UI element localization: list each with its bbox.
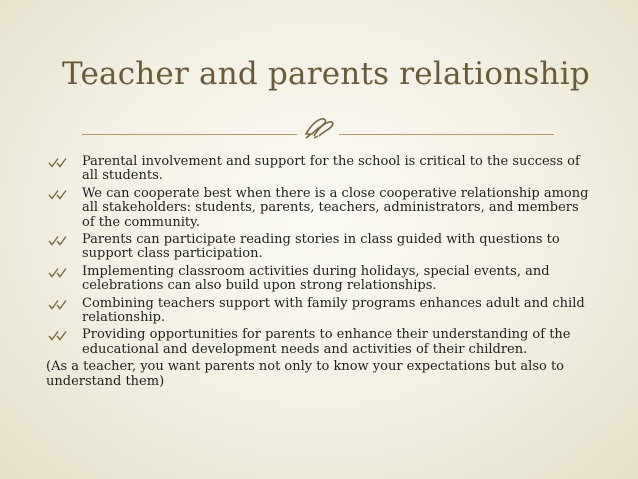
bullet-item bbox=[46, 328, 594, 357]
closing-note: (As a teacher, you want parents not only to know your expectations but also to understand them) bbox=[46, 359, 564, 389]
bullet-text: Parents can participate reading stories in class guided with questions to support class participation. bbox=[82, 232, 560, 262]
divider-line-right bbox=[339, 134, 554, 135]
bullet-item bbox=[46, 187, 594, 230]
double-check-bullet-icon bbox=[48, 267, 72, 278]
divider-line-left bbox=[82, 134, 297, 135]
bullet-text: We can cooperate best when there is a close cooperative relationship among all stakeholders: students, parents, teachers, administrators, and members of the community. bbox=[82, 185, 589, 230]
bullet-item bbox=[46, 233, 594, 262]
slide-title: Teacher and parents relationship bbox=[62, 56, 590, 92]
bullet-text: Providing opportunities for parents to enhance their understanding of the educational and development needs and activities of their children. bbox=[82, 327, 571, 357]
bullet-item bbox=[46, 265, 594, 294]
slide-content bbox=[46, 155, 594, 389]
bullet-item bbox=[46, 297, 594, 326]
bullet-text: Implementing classroom activities during holidays, special events, and celebrations can also build upon strong relationships. bbox=[82, 263, 550, 294]
double-check-bullet-icon bbox=[48, 299, 72, 310]
double-check-bullet-icon bbox=[48, 189, 72, 200]
bullet-text: Parental involvement and support for the school is critical to the success of all students. bbox=[82, 154, 580, 184]
double-check-bullet-icon bbox=[48, 157, 72, 168]
double-check-bullet-icon bbox=[48, 330, 72, 341]
title-divider bbox=[82, 115, 554, 139]
double-check-bullet-icon bbox=[48, 235, 72, 246]
bullet-list bbox=[46, 155, 594, 357]
scroll-ornament-icon bbox=[302, 115, 336, 139]
bullet-text: Combining teachers support with family programs enhances adult and child relationship. bbox=[82, 295, 585, 326]
bullet-item bbox=[46, 155, 594, 184]
